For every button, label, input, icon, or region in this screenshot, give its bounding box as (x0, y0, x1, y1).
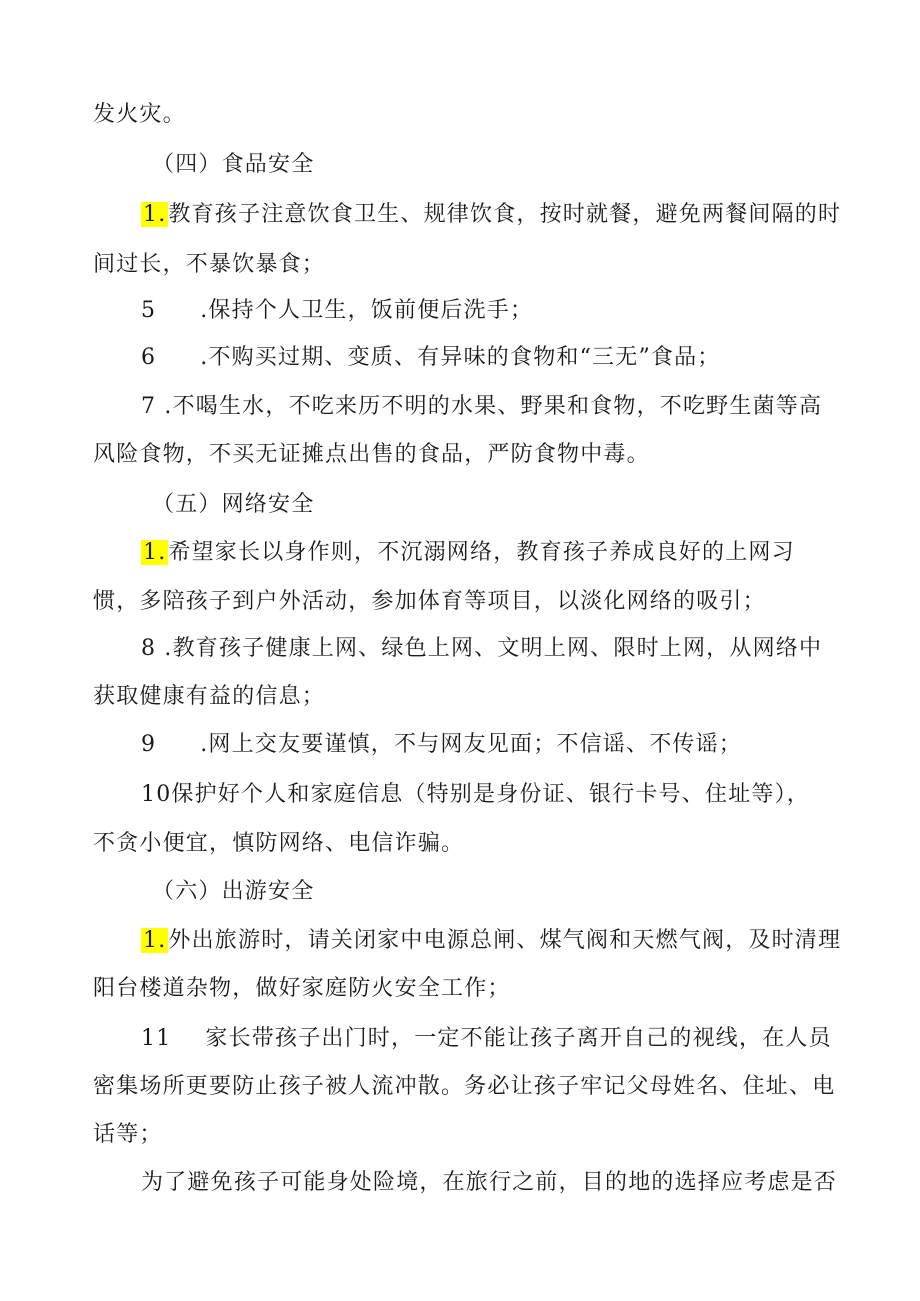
line-text: 惯，多陪孩子到户外活动，参加体育等项目，以淡化网络的吸引； (93, 589, 766, 614)
item-number: 11 (141, 1026, 172, 1051)
line-text: 风险食物，不买无证摊点出售的食品，严防食物中毒。 (93, 442, 650, 467)
line-text: 为了避免孩子可能身处险境，在旅行之前，目的地的选择应考虑是否 (141, 1170, 838, 1195)
paragraph-line (93, 100, 186, 130)
section-heading-food-safety (152, 150, 314, 180)
section-heading-travel-safety (152, 877, 314, 907)
paragraph-line (93, 440, 650, 470)
list-item (141, 780, 810, 810)
heading-text: （五）网络安全 (152, 492, 315, 517)
line-text: 教育孩子注意饮食卫生、规律饮食，按时就餐，避免两餐间隔的时 (168, 202, 842, 227)
line-text: 外出旅游时，请关闭家中电源总闸、煤气阀和天燃气阀，及时清理 (168, 928, 842, 953)
line-text: 10保护好个人和家庭信息（特别是身份证、银行卡号、住址等）， (141, 782, 810, 807)
paragraph-line (93, 1120, 163, 1150)
line-text: .不购买过期、变质、有异味的食物和“三无”食品； (200, 345, 721, 370)
line-text: 间过长，不暴饮暴食； (93, 252, 326, 277)
line-text: .网上交友要谨慎，不与网友见面；不信谣、不传谣； (200, 732, 742, 757)
list-item (141, 538, 795, 568)
paragraph-line (93, 250, 325, 280)
paragraph-line (93, 1072, 835, 1102)
paragraph-line (93, 587, 766, 617)
paragraph-line (93, 974, 511, 1004)
section-heading-network-safety (152, 490, 314, 520)
list-item (141, 926, 841, 956)
list-item (141, 392, 822, 422)
list-item (141, 634, 822, 664)
list-item (141, 343, 721, 373)
list-item (141, 296, 533, 326)
item-number: 6 (141, 345, 157, 370)
line-text: 发火灾。 (93, 102, 186, 127)
line-text: 获取健康有益的信息； (93, 684, 326, 709)
line-text: 希望家长以身作则，不沉溺网络，教育孩子养成良好的上网习 (168, 540, 795, 565)
line-text: 8 .教育孩子健康上网、绿色上网、文明上网、限时上网，从网络中 (141, 636, 823, 661)
highlighted-number: 1. (143, 202, 167, 227)
heading-text: （六）出游安全 (152, 879, 315, 904)
line-text: .保持个人卫生，饭前便后洗手； (200, 298, 534, 323)
item-number: 9 (141, 732, 157, 757)
list-item (141, 200, 841, 230)
line-text: 家长带孩子出门时，一定不能让孩子离开自己的视线，在人员 (205, 1026, 832, 1051)
heading-text: （四）食品安全 (152, 152, 315, 177)
paragraph-line (93, 682, 325, 712)
highlighted-number: 1. (143, 540, 167, 565)
line-text: 话等； (93, 1122, 163, 1147)
line-text: 密集场所更要防止孩子被人流冲散。务必让孩子牢记父母姓名、住址、电 (93, 1074, 836, 1099)
paragraph-line (141, 1168, 837, 1198)
highlighted-number: 1. (143, 928, 167, 953)
list-item (141, 1024, 832, 1054)
line-text: 阳台楼道杂物，做好家庭防火安全工作； (93, 976, 511, 1001)
item-number: 5 (141, 298, 157, 323)
list-item (141, 730, 742, 760)
line-text: 不贪小便宜，慎防网络、电信诈骗。 (93, 831, 465, 856)
paragraph-line (93, 829, 464, 859)
line-text: 7 .不喝生水，不吃来历不明的水果、野果和食物，不吃野生菌等高 (141, 394, 823, 419)
